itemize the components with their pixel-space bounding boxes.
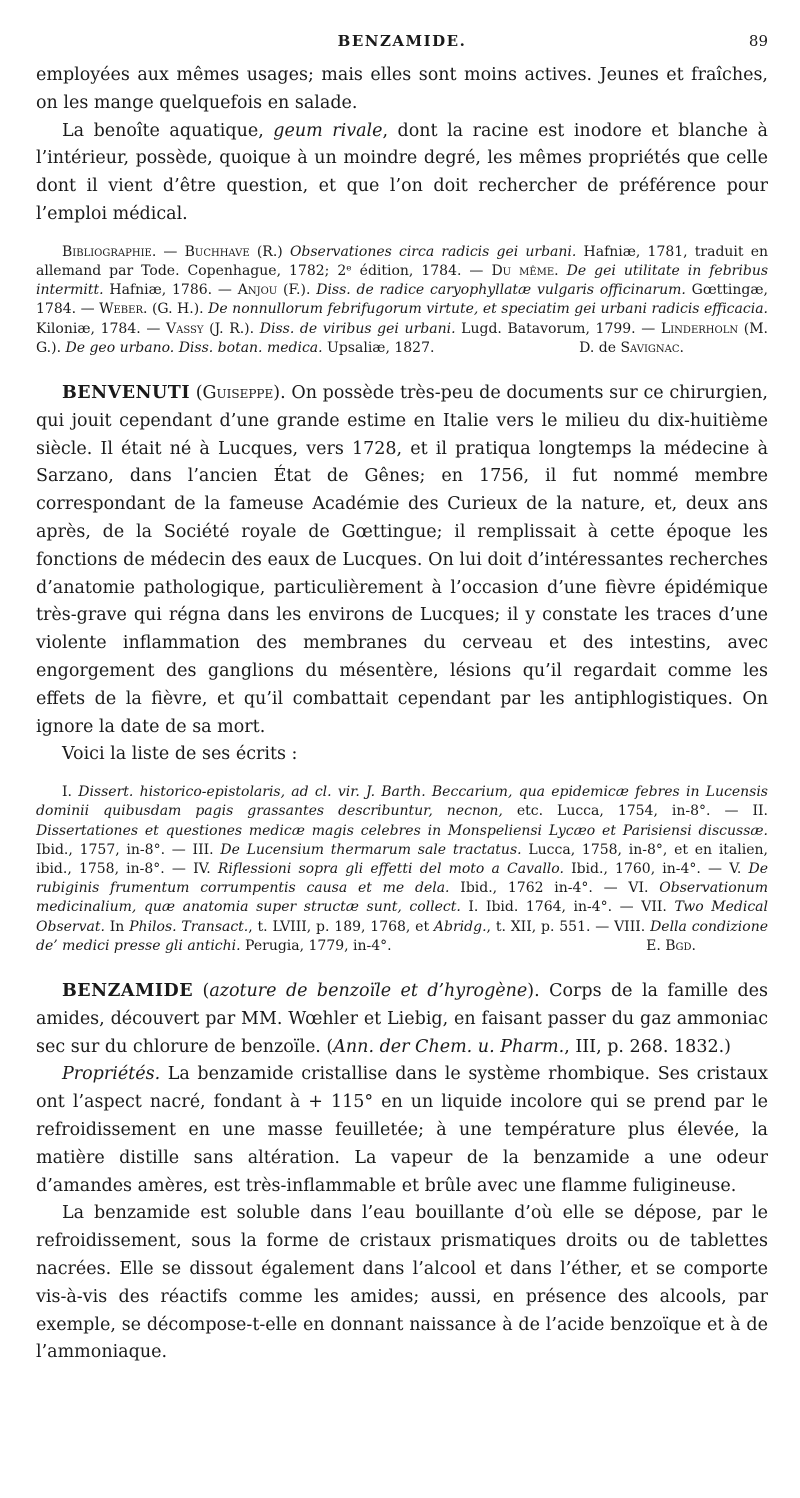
entry-text: On possède très-peu de documents sur ce chirurgien, qui jouit cependant d’une grande estime en Italie vers le milieu du dix-huitième siècle. Il était né à Lucques, vers 1728, et il pratiqua longtemps la médecine à Sarzano, dans l’ancien État de Gênes; en 1756, il fut nommé membre correspondant de la fameuse Académie des Curieux de la nature, et, deux ans après, de la Société royale de Gœttingue; il remplissait à cette époque les fonctions de médecin des eaux de Lucques. On lui doit d’intéressantes recherches d’anatomie pathologique, particulièrement à l’occasion d’une fièvre épidémique très-grave qui régna dans les environs de Lucques; il y constate les traces d’une violente inflammation des membranes du cerveau et des intestins, avec engorgement des ganglions du mésentère, lésions qu’il regardait comme les effets de la fièvre, et qu’il combattait cependant par les antiphlogistiques. On ignore la date de sa mort. <box>36 383 768 737</box>
author-name: Du même. <box>491 262 559 279</box>
paragraph-continued: employées aux mêmes usages; mais elles sont moins actives. Jeunes et fraîches, on les mange quelquefois en salade. <box>36 65 768 113</box>
text-run: (M. G.). <box>36 320 768 356</box>
latin-name: geum rivale <box>273 120 383 141</box>
running-head: BENZAMIDE. <box>337 32 467 50</box>
text-run: , dont la racine est inodore et blanche à l’intérieur, possède, quoique à un moindre degré, les mêmes propriétés que celle dont il vient d’être question, et que l’on doit rechercher de préférence pour l’emploi médical. <box>36 120 768 224</box>
author-name: Anjou <box>237 282 278 299</box>
text-run: Upsaliæ, 1827. <box>322 339 435 356</box>
paragraph-benoite-aquatique <box>36 118 768 229</box>
text-run: La benoîte aquatique, <box>62 120 274 141</box>
text-run: , III, p. 268. 1832.) <box>564 1036 731 1057</box>
text-run: (G. H.). <box>147 301 209 318</box>
text-run: ). <box>527 981 540 1002</box>
text-run: — <box>156 243 185 260</box>
text-run: Perugia, 1779, in-4°. <box>240 937 392 954</box>
text-run: , t. XII, p. 551. — VIII. <box>486 918 651 935</box>
text-run: Kiloniæ, 1784. — <box>36 320 166 337</box>
headword-benvenuti: BENVENUTI <box>62 383 191 404</box>
work-title: De geo urbano. Diss. botan. medica. <box>65 339 323 356</box>
page-header <box>36 0 768 62</box>
entry-benvenuti <box>36 380 768 741</box>
work-title: Dissert. historico-epistolaris, ad cl. vir. J. Barth. Beccarium, qua epidemicæ febres in Lucensis dominii quibusdam pagis grassantes describuntur, necnon, <box>36 784 768 820</box>
author-name: Vassy <box>165 320 204 337</box>
work-title: De nonnullorum febrifugorum virtute, et speciatim gei urbani radicis efficacia. <box>208 301 768 318</box>
author-name: Linderholn <box>660 320 739 337</box>
page-number: 89 <box>748 32 768 50</box>
entry-benzamide <box>36 978 768 1061</box>
work-title: Dissertationes et questiones medicæ magis celebres in Monspeliensi Lycæo et Parisiensi discussæ. <box>36 822 768 839</box>
text-run: I. <box>62 784 79 801</box>
text-run: Hafniæ, 1786. — <box>103 282 238 299</box>
author-name: Buchhave <box>184 243 250 260</box>
entry-text: La benzamide cristallise dans le système rhombique. Ses cristaux ont l’aspect nacré, fondant à + 115° en un liquide incolore qui se prend par le refroidissement en une masse feuilletée; à une température plus élevée, la matière distille sans altération. La vapeur de la benzamide a une odeur d’amandes amères, est très-inflammable et brûle avec une flamme fuligineuse. <box>36 1064 768 1196</box>
list-intro: Voici la liste de ses écrits : <box>62 744 298 765</box>
work-title: Observationum medicinalium, quæ anatomia super structæ sunt, collect. <box>36 880 768 916</box>
journal-ref: Ann. der Chem. u. Pharm. <box>333 1036 565 1057</box>
paragraph-proprietes <box>36 1061 768 1200</box>
work-title: Observationes circa radicis gei urbani. <box>289 243 577 260</box>
text-run: Ibid., 1757, in-8°. — III. <box>36 841 221 858</box>
text-run: (F.). <box>277 282 317 299</box>
text-run: Lucca, 1758, in-8°, et en italien, ibid., 1758, in-8°. — IV. <box>36 841 768 877</box>
text-run: Hafniæ, 1781, traduit en allemand par Tode. Copenhague, 1782; 2ᵉ édition, 1784. — <box>36 243 768 279</box>
text-run: (J. R.). <box>203 320 260 337</box>
text-run: Ibid., 1760, in-4°. — V. <box>563 860 749 877</box>
work-title: De gei utilitate in febribus intermitt. <box>36 262 769 299</box>
given-name: (Guiseppe). <box>190 383 286 404</box>
text-run: Ibid., 1762 in-4°. — VI. <box>449 880 660 897</box>
work-title: Two Medical Observat. <box>36 899 768 935</box>
bibliography-benvenuti <box>36 783 768 956</box>
bibliography-label: Bibliographie. <box>62 243 157 260</box>
text-run <box>559 263 567 279</box>
text-run: I. Ibid. 1764, in-4°. — VII. <box>460 899 675 916</box>
work-title: Diss. de radice caryophyllatæ vulgaris officinarum. <box>316 282 686 299</box>
section-label: Propriétés. <box>62 1064 161 1085</box>
text-run: Lugd. Batavorum, 1799. — <box>455 320 661 337</box>
page <box>36 0 768 1367</box>
signature-text: D. de <box>579 339 621 356</box>
work-title: De Lucensium thermarum sale tractatus. <box>220 841 522 858</box>
work-title: Abridg. <box>433 918 487 935</box>
text-run: etc. Lucca, 1754, in-8°. — II. <box>502 803 768 820</box>
text-run: , t. LVIII, p. 189, 1768, et <box>248 918 434 935</box>
text-run: ( <box>193 981 210 1002</box>
work-title: Philos. Transact. <box>129 918 249 935</box>
formula-name: azoture de benzoïle et d’hyrogène <box>209 981 528 1002</box>
signature-bgd: E. Bgd. <box>646 937 696 954</box>
work-title: Diss. de viribus gei urbani. <box>259 320 456 337</box>
author-name: Weber. <box>99 301 148 318</box>
work-title: Riflessioni sopra gli effetti del moto a Cavallo. <box>217 860 564 877</box>
entry-text: Corps de la famille des amides, découvert par MM. Wœhler et Liebig, en faisant passer du gaz ammoniac sec sur du chlorure de benzoïle. ( <box>36 981 768 1057</box>
text-run: (R.) <box>249 243 290 260</box>
text-run: In <box>104 918 130 935</box>
signature-name: Savignac. <box>620 339 684 356</box>
headword-benzamide: BENZAMIDE <box>62 981 194 1002</box>
paragraph-solubilite: La benzamide est soluble dans l’eau bouillante d’où elle se dépose, par le refroidissement, sous la forme de cristaux prismatiques droits ou de tablettes nacrées. Elle se dissout également dans l’alcool et dans l’éther, et se comporte vis-à-vis des réactifs comme les amides; aussi, en présence des alcools, par exemple, se décompose-t-elle en donnant naissance à de l’acide benzoïque et à de l’ammoniaque. <box>36 1203 768 1363</box>
text-run: Gœttingæ, 1784. — <box>36 282 768 318</box>
work-title: De rubiginis frumentum corrumpentis causa et me dela. <box>36 860 768 897</box>
work-title: Della condizione de’ medici presse gli antichi. <box>36 918 769 954</box>
